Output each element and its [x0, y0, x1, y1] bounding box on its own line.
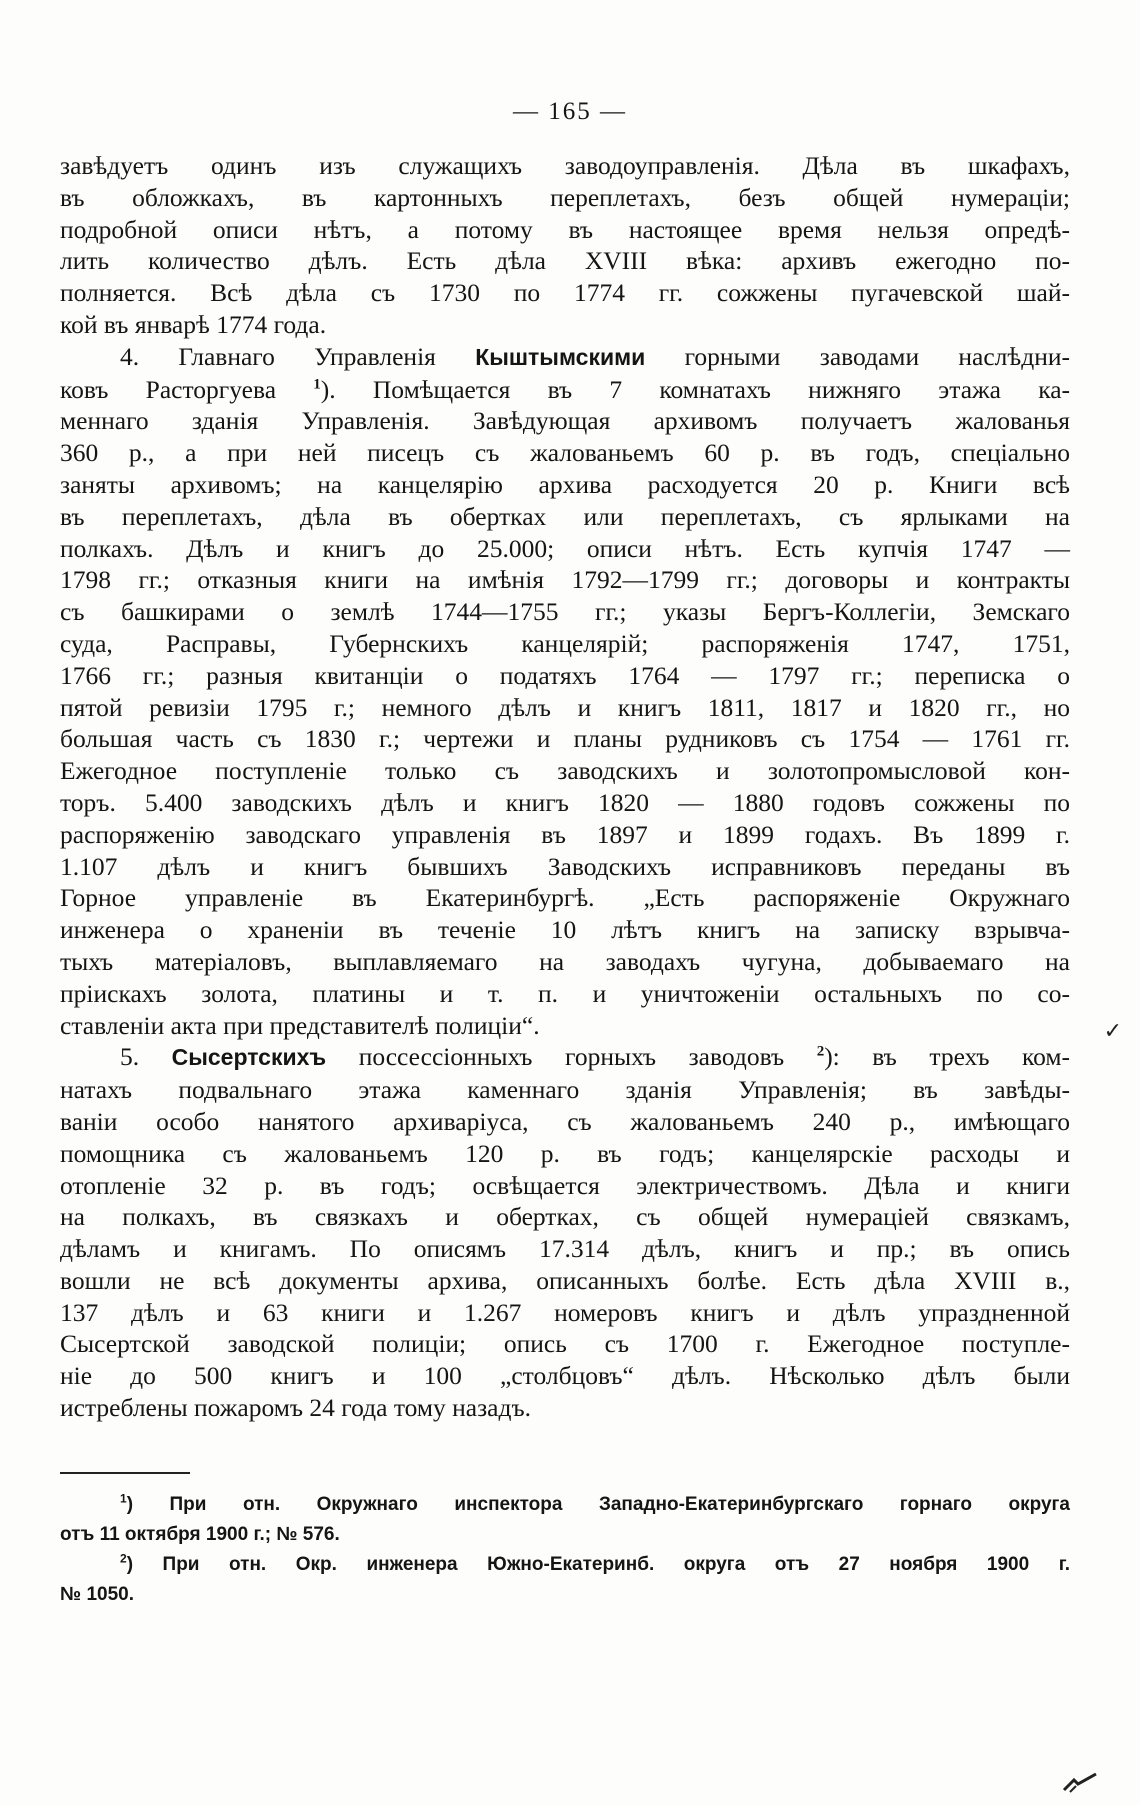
footnote-1	[60, 1490, 1070, 1550]
text-line: натахъ подвальнаго этажа каменнаго зданія Управленія; въ завѣды-	[60, 1075, 1070, 1105]
footnote-line: отъ 11 октября 1900 г.; № 576.	[60, 1524, 340, 1545]
text-line: Сысертской заводской полиціи; опись съ 1700 г. Ежегодное поступле-	[60, 1329, 1070, 1359]
text-line: подробной описи нѣтъ, а потому въ настоящее время нельзя опредѣ-	[60, 214, 1070, 244]
body-text	[60, 150, 1070, 1424]
heading-text: ): въ трехъ ком-	[824, 1042, 1071, 1072]
footnote-marker: 1	[120, 1491, 127, 1506]
footnotes	[60, 1490, 1070, 1610]
footnote-text: ) При отн. Окр. инженера Южно-Екатеринб. округа отъ 27 ноября 1900 г.	[126, 1554, 1070, 1575]
text-line: полкахъ. Дѣлъ и книгъ до 25.000; описи нѣтъ. Есть купчія 1747 —	[60, 533, 1070, 563]
text-line: въ переплетахъ, дѣла въ обертках или переплетахъ, съ ярлыками на	[60, 501, 1070, 531]
text-line: 137 дѣлъ и 63 книги и 1.267 номеровъ книгъ и дѣлъ упраздненной	[60, 1297, 1070, 1327]
text-line	[60, 374, 1070, 406]
scribble-mark-icon	[1060, 1770, 1100, 1794]
text-line: въ обложкахъ, въ картонныхъ переплетахъ, безъ общей нумераціи;	[60, 182, 1070, 212]
heading-text: горными заводами наслѣдни-	[684, 341, 1070, 371]
paragraph-archive-continued	[60, 150, 1070, 341]
text-line: ніе до 500 книгъ и 100 „столбцовъ“ дѣлъ. Нѣсколько дѣлъ были	[60, 1361, 1070, 1391]
text-line: торъ. 5.400 заводскихъ дѣлъ и книгъ 1820 — 1880 годовъ сожжены по	[60, 787, 1070, 817]
footnote-ref: 1	[313, 376, 321, 393]
text-line: пріискахъ золота, платины и т. п. и уничтоженіи остальныхъ по со-	[60, 978, 1070, 1008]
text-line: истреблены пожаромъ 24 года тому назадъ.	[60, 1393, 532, 1423]
heading-text: 5.	[120, 1042, 140, 1072]
text-line: суда, Расправы, Губернскихъ канцелярій; распоряженія 1747, 1751,	[60, 628, 1070, 658]
text-fragment: ). Помѣщается въ 7 комнатахъ нижняго этажа ка-	[320, 374, 1071, 404]
footnote-divider	[60, 1472, 190, 1474]
paragraph-kyshtym	[60, 341, 1070, 1042]
text-line: на полкахъ, въ связкахъ и обертках, съ общей нумераціей связкамъ,	[60, 1202, 1070, 1232]
text-line: тыхъ матеріаловъ, выплавляемаго на заводахъ чугуна, добываемаго на	[60, 946, 1070, 976]
footnote-ref: 2	[816, 1043, 825, 1060]
text-line: съ башкирами о землѣ 1744—1755 гг.; указы Бергъ-Коллегіи, Земскаго	[60, 597, 1070, 627]
text-line: 1766 гг.; разныя квитанціи о податяхъ 1764 — 1797 гг.; переписка о	[60, 660, 1070, 690]
text-line: распоряженію заводскаго управленія въ 1897 и 1899 годахъ. Въ 1899 г.	[60, 819, 1070, 849]
text-line: Ежегодное поступленіе только съ заводскихъ и золотопромысловой кон-	[60, 756, 1070, 786]
heading-text: поссессіонныхъ горныхъ заводовъ	[358, 1042, 785, 1072]
text-line: инженера о храненіи въ теченіе 10 лѣтъ книгъ на записку взрывча-	[60, 915, 1070, 945]
text-line: меннаго зданія Управленія. Завѣдующая архивомъ получаетъ жалованья	[60, 406, 1070, 436]
page-number: — 165 —	[513, 98, 627, 125]
text-line: 1798 гг.; отказныя книги на имѣнія 1792—1799 гг.; договоры и контракты	[60, 565, 1070, 595]
text-line: кой въ январѣ 1774 года.	[60, 309, 327, 339]
footnote-2	[60, 1550, 1070, 1610]
text-line: 360 р., а при ней писецъ съ жалованьемъ 60 р. въ годъ, спеціально	[60, 438, 1070, 468]
text-line: ставленіи акта при представителѣ полиціи“.	[60, 1010, 540, 1040]
text-line: лить количество дѣлъ. Есть дѣла XVIII вѣка: архивъ ежегодно по-	[60, 246, 1070, 276]
pencil-tick-mark-icon: ✓	[1103, 1018, 1122, 1043]
text-line: пятой ревизіи 1795 г.; немного дѣлъ и книгъ 1811, 1817 и 1820 гг., но	[60, 692, 1070, 722]
text-line: полняется. Всѣ дѣла съ 1730 по 1774 гг. сожжены пугачевской шай-	[60, 278, 1070, 308]
paragraph-heading-line	[60, 1041, 1070, 1074]
text-line: ваніи особо нанятого архиваріуса, съ жалованьемъ 240 р., имѣющаго	[60, 1106, 1070, 1136]
text-line: 1.107 дѣлъ и книгъ бывшихъ Заводскихъ исправниковъ переданы въ	[60, 851, 1070, 881]
text-line: Горное управленіе въ Екатеринбургѣ. „Есть распоряженіе Окружнаго	[60, 883, 1070, 913]
text-fragment: ковъ Расторгуева	[60, 374, 277, 404]
text-line: дѣламъ и книгамъ. По описямъ 17.314 дѣлъ, книгъ и пр.; въ опись	[60, 1234, 1070, 1264]
heading-text: 4. Главнаго Управленія	[120, 341, 436, 371]
paragraph-heading-line	[60, 341, 1070, 374]
text-line: отопленіе 32 р. въ годъ; освѣщается электричествомъ. Дѣла и книги	[60, 1170, 1070, 1200]
paragraph-sysert	[60, 1041, 1070, 1424]
footnote-line	[60, 1490, 1070, 1520]
footnote-text: ) При отн. Окружнаго инспектора Западно-Екатеринбургскаго горнаго округа	[126, 1494, 1070, 1515]
footnote-marker: 2	[120, 1551, 127, 1566]
text-line: большая часть съ 1830 г.; чертежи и планы рудниковъ съ 1754 — 1761 гг.	[60, 724, 1070, 754]
text-line: заняты архивомъ; на канцелярію архива расходуется 20 р. Книги всѣ	[60, 469, 1070, 499]
text-line: вошли не всѣ документы архива, описанныхъ болѣе. Есть дѣла XVIII в.,	[60, 1265, 1070, 1295]
text-line: помощника съ жалованьемъ 120 р. въ годъ; канцелярскіе расходы и	[60, 1138, 1070, 1168]
text-line: завѣдуетъ одинъ изъ служащихъ заводоуправленія. Дѣла въ шкафахъ,	[60, 151, 1070, 180]
footnote-line	[60, 1550, 1070, 1580]
heading-bold-name: Кыштымскими	[475, 343, 646, 370]
footnote-line: № 1050.	[60, 1584, 135, 1605]
heading-bold-name: Сысертскихъ	[171, 1044, 327, 1071]
